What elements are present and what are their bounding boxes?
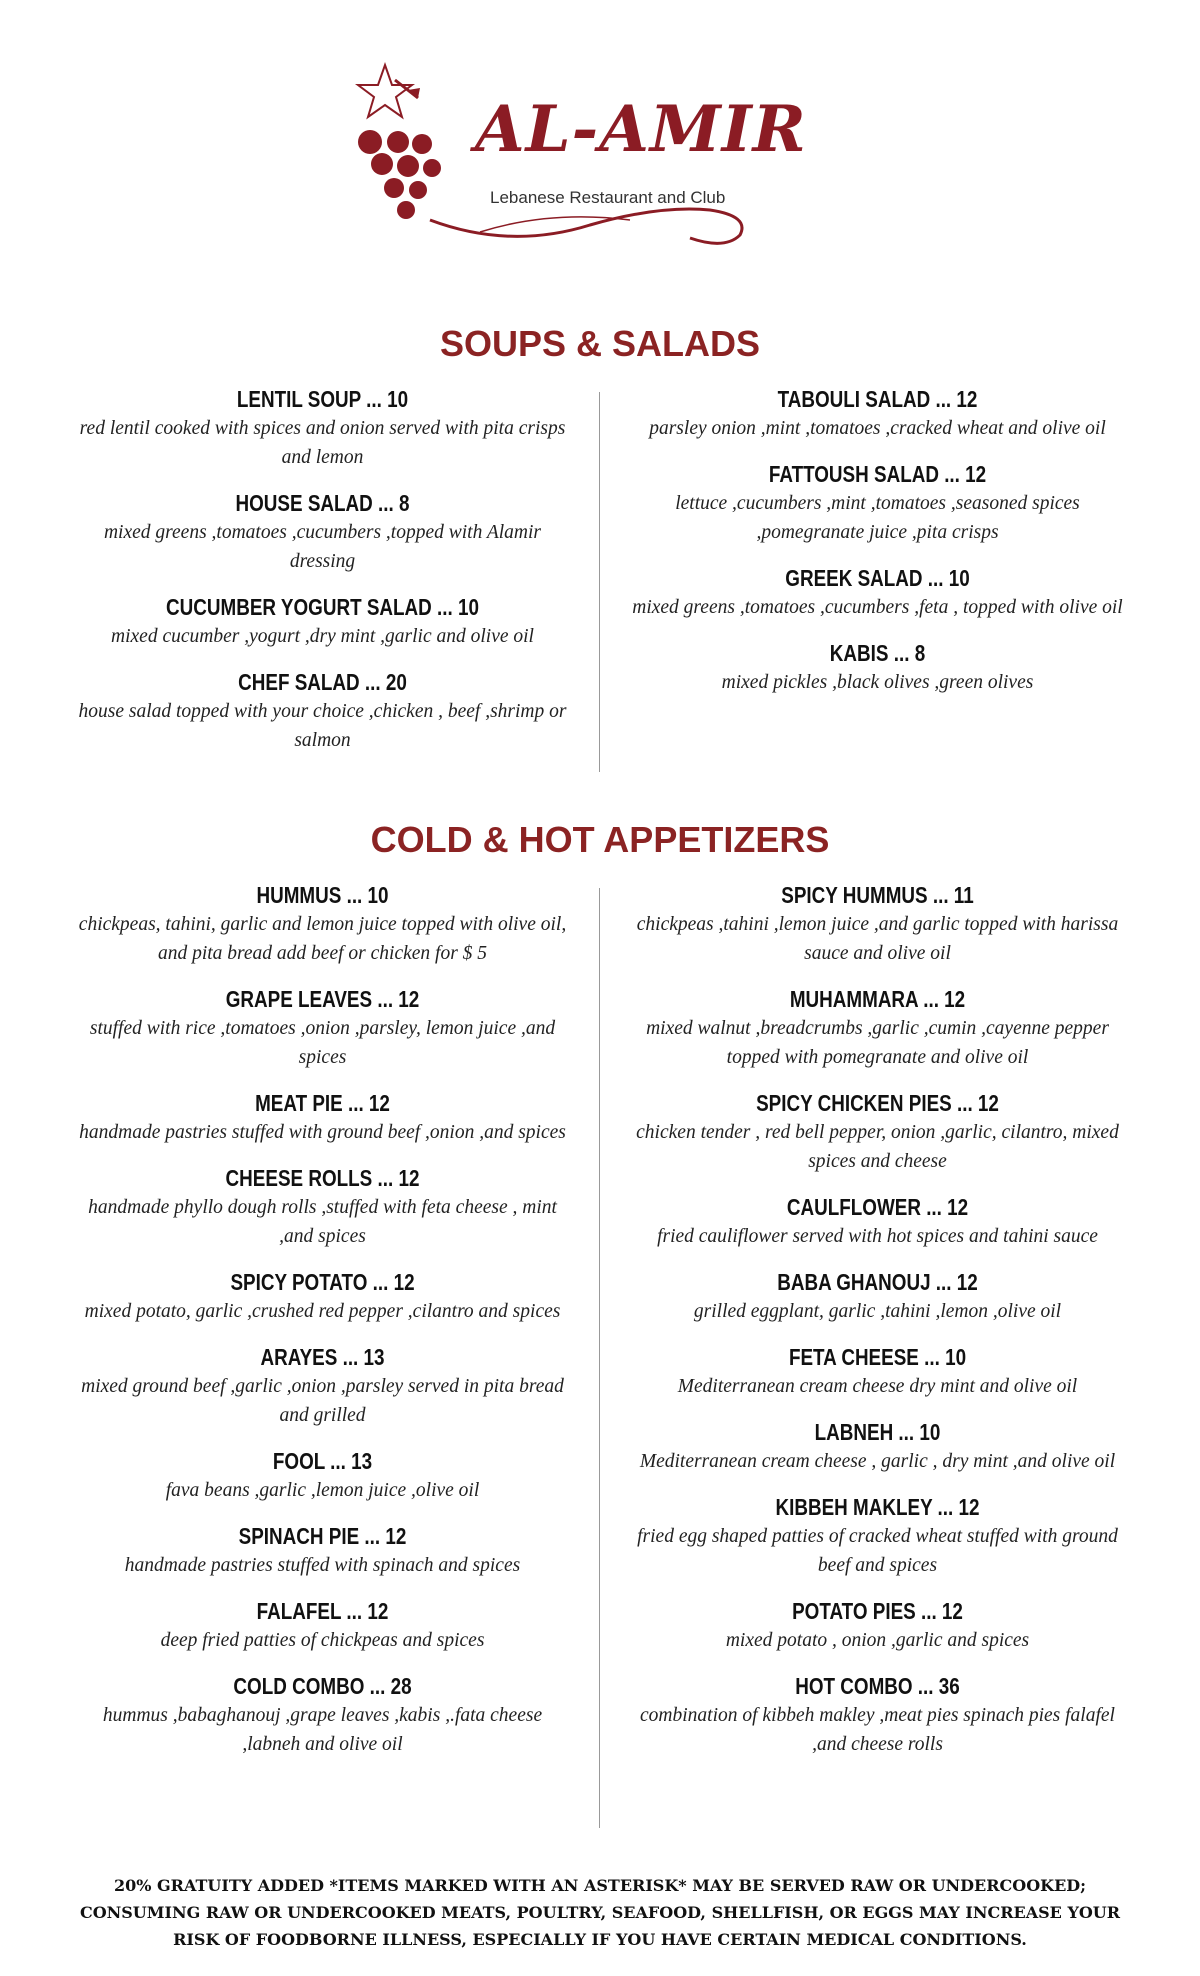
menu-item-description: chickpeas ,tahini ,lemon juice ,and garlic topped with harissa sauce and olive oil: [636, 914, 1119, 964]
menu-item-name: FALAFEL ... 12: [256, 1598, 389, 1624]
menu-item-description: lettuce ,cucumbers ,mint ,tomatoes ,seasoned spices ,pomegranate juice ,pita crisps: [675, 493, 1080, 543]
menu-item-name: FATTOUSH SALAD ... 12: [768, 461, 987, 487]
menu-item: [70, 1163, 575, 1251]
menu-item-name: KABIS ... 8: [829, 640, 926, 666]
soups-salads-left-column: [70, 384, 575, 771]
menu-item-name: SPICY CHICKEN PIES ... 12: [756, 1090, 999, 1116]
menu-item-description: handmade pastries stuffed with ground beef ,onion ,and spices: [79, 1122, 566, 1143]
menu-item-description: mixed potato, garlic ,crushed red pepper ,cilantro and spices: [84, 1301, 561, 1322]
menu-item-description: red lentil cooked with spices and onion served with pita crisps and lemon: [79, 418, 566, 468]
menu-item-description: stuffed with rice ,tomatoes ,onion ,parsley, lemon juice ,and spices: [89, 1018, 556, 1068]
menu-item-name: CHEESE ROLLS ... 12: [225, 1165, 420, 1191]
section-heading-soups-salads: SOUPS & SALADS: [439, 323, 761, 364]
menu-item: [70, 488, 575, 576]
menu-item: [70, 1342, 575, 1430]
menu-item-name: MUHAMMARA ... 12: [789, 986, 966, 1012]
soups-salads-right-column: [625, 384, 1130, 713]
menu-item-description: house salad topped with your choice ,chicken , beef ,shrimp or salmon: [78, 701, 567, 751]
menu-item-description: mixed potato , onion ,garlic and spices: [725, 1630, 1030, 1651]
menu-item: [625, 1088, 1130, 1176]
menu-item-name: CUCUMBER YOGURT SALAD ... 10: [166, 594, 479, 620]
menu-item-description: handmade phyllo dough rolls ,stuffed with feta cheese , mint ,and spices: [88, 1197, 557, 1247]
menu-item: [70, 1521, 575, 1580]
logo-title: AL-AMIR: [475, 92, 807, 167]
menu-item-description: fried egg shaped patties of cracked wheat stuffed with ground beef and spices: [637, 1526, 1118, 1576]
menu-item-description: mixed walnut ,breadcrumbs ,garlic ,cumin ,cayenne pepper topped with pomegranate and olive oil: [646, 1018, 1109, 1068]
star-icon: [358, 65, 412, 117]
menu-item-name: POTATO PIES ... 12: [792, 1598, 963, 1624]
menu-item: [625, 563, 1130, 622]
section-heading-appetizers: COLD & HOT APPETIZERS: [370, 819, 830, 860]
menu-item-description: fried cauliflower served with hot spices and tahini sauce: [657, 1226, 1098, 1247]
menu-item: [70, 1446, 575, 1505]
menu-item-description: mixed greens ,tomatoes ,cucumbers ,feta , topped with olive oil: [632, 597, 1123, 618]
menu-item-description: mixed ground beef ,garlic ,onion ,parsley served in pita bread and grilled: [81, 1376, 564, 1426]
gratuity-disclaimer: 20% GRATUITY ADDED *ITEMS MARKED WITH AN ASTERISK* MAY BE SERVED RAW OR UNDERCOOKED; CONSUMING RAW OR UNDERCOOKED MEATS, POULTRY, SEAFOOD, SHELLFISH, OR EGGS MAY INCREASE YOUR RISK OF FOODBORNE ILLNESS, ESPECIALLY IF YOU HAVE CERTAIN MEDICAL CONDITIONS.: [79, 1876, 1121, 1949]
restaurant-logo: [330, 60, 807, 260]
column-divider: [599, 888, 600, 1828]
appetizers-left-column: [70, 880, 575, 1775]
menu-item-name: COLD COMBO ... 28: [233, 1673, 412, 1699]
column-divider: [599, 392, 600, 772]
menu-item-name: HUMMUS ... 10: [256, 882, 389, 908]
menu-item: [625, 459, 1130, 547]
menu-item: [70, 384, 575, 472]
menu-item: [70, 667, 575, 755]
menu-item-name: FOOL ... 13: [272, 1448, 373, 1474]
menu-item-name: GRAPE LEAVES ... 12: [225, 986, 420, 1012]
menu-item: [625, 984, 1130, 1072]
menu-item-name: FETA CHEESE ... 10: [788, 1344, 967, 1370]
menu-item: [625, 638, 1130, 697]
menu-item: [625, 1342, 1130, 1401]
menu-item-name: SPINACH PIE ... 12: [238, 1523, 407, 1549]
appetizers-right-column: [625, 880, 1130, 1775]
menu-item-description: mixed pickles ,black olives ,green olives: [721, 672, 1034, 693]
menu-item-name: SPICY HUMMUS ... 11: [781, 882, 974, 908]
menu-item-name: CAULFLOWER ... 12: [786, 1194, 969, 1220]
menu-item-description: mixed greens ,tomatoes ,cucumbers ,topped with Alamir dressing: [103, 522, 542, 572]
menu-item-name: CHEF SALAD ... 20: [238, 669, 407, 695]
menu-item-name: ARAYES ... 13: [260, 1344, 385, 1370]
menu-item-name: LENTIL SOUP ... 10: [236, 386, 409, 412]
menu-item: [625, 1267, 1130, 1326]
menu-item-name: LABNEH ... 10: [814, 1419, 941, 1445]
menu-item-name: SPICY POTATO ... 12: [230, 1269, 415, 1295]
menu-item-name: BABA GHANOUJ ... 12: [777, 1269, 978, 1295]
menu-item: [625, 880, 1130, 968]
menu-item: [70, 1671, 575, 1759]
menu-item: [625, 1192, 1130, 1251]
menu-item-description: chickpeas, tahini, garlic and lemon juice topped with olive oil, and pita bread add beef or chicken for $ 5: [78, 914, 567, 964]
menu-item-description: handmade pastries stuffed with spinach and spices: [124, 1555, 521, 1576]
menu-item: [625, 1417, 1130, 1476]
menu-item: [70, 880, 575, 968]
menu-item-description: Mediterranean cream cheese , garlic , dry mint ,and olive oil: [639, 1451, 1116, 1472]
menu-item: [625, 1671, 1130, 1759]
menu-item-name: KIBBEH MAKLEY ... 12: [775, 1494, 980, 1520]
menu-item-description: mixed cucumber ,yogurt ,dry mint ,garlic and olive oil: [111, 626, 534, 647]
menu-item-description: fava beans ,garlic ,lemon juice ,olive oil: [165, 1480, 480, 1501]
menu-item-description: hummus ,babaghanouj ,grape leaves ,kabis ,.fata cheese ,labneh and olive oil: [102, 1705, 543, 1755]
menu-item-description: deep fried patties of chickpeas and spices: [160, 1630, 485, 1651]
menu-item: [70, 1088, 575, 1147]
menu-item: [70, 1596, 575, 1655]
menu-item-description: Mediterranean cream cheese dry mint and olive oil: [677, 1376, 1078, 1397]
menu-item-description: chicken tender , red bell pepper, onion ,garlic, cilantro, mixed spices and cheese: [636, 1122, 1119, 1172]
menu-item-description: grilled eggplant, garlic ,tahini ,lemon ,olive oil: [693, 1301, 1062, 1322]
menu-item: [625, 384, 1130, 443]
menu-item-description: combination of kibbeh makley ,meat pies spinach pies falafel ,and cheese rolls: [640, 1705, 1115, 1755]
menu-item: [70, 592, 575, 651]
menu-item: [625, 1596, 1130, 1655]
menu-item: [625, 1492, 1130, 1580]
menu-item-name: GREEK SALAD ... 10: [785, 565, 970, 591]
menu-item-name: HOUSE SALAD ... 8: [235, 490, 410, 516]
menu-item-name: TABOULI SALAD ... 12: [777, 386, 978, 412]
menu-item: [70, 984, 575, 1072]
menu-item-name: HOT COMBO ... 36: [795, 1673, 960, 1699]
menu-item: [70, 1267, 575, 1326]
menu-item-description: parsley onion ,mint ,tomatoes ,cracked wheat and olive oil: [649, 418, 1106, 439]
menu-item-name: MEAT PIE ... 12: [255, 1090, 390, 1116]
logo-subtitle: Lebanese Restaurant and Club: [490, 188, 726, 207]
